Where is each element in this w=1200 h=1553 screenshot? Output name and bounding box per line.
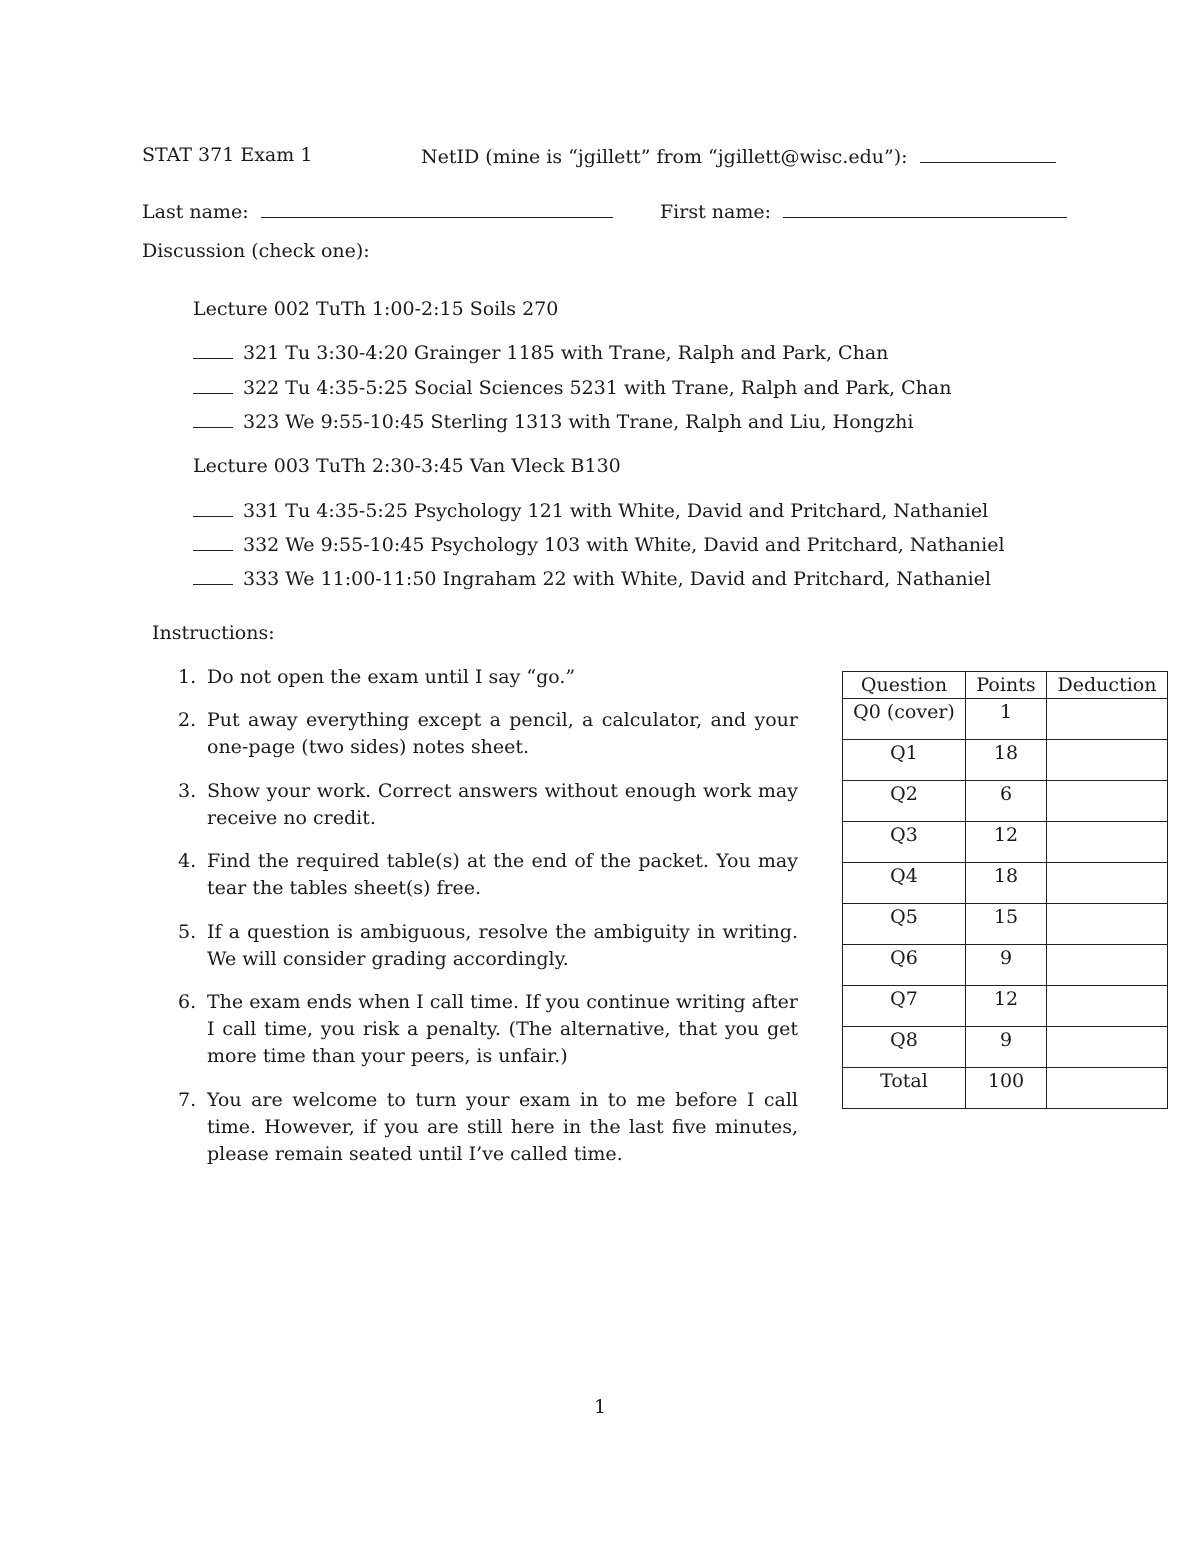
- section-label: 332 We 9:55-10:45 Psychology 103 with White, David and Pritchard, Nathaniel: [243, 534, 1005, 556]
- table-row: [843, 945, 1168, 986]
- points-cell: 18: [966, 863, 1047, 904]
- netid-label: NetID (mine is “jgillett” from “jgillett@wisc.edu”):: [421, 146, 908, 168]
- netid-row: [421, 144, 1056, 168]
- instruction-number: 4.: [178, 850, 197, 872]
- table-header-row: [843, 672, 1168, 699]
- column-header: Points: [966, 672, 1047, 699]
- question-cell: Q8: [843, 1027, 966, 1068]
- check-blank[interactable]: [193, 343, 233, 359]
- last-name-row: [142, 199, 613, 223]
- instruction-item: [178, 707, 798, 761]
- section-option[interactable]: [193, 342, 888, 364]
- score-table: [842, 671, 1168, 1109]
- instruction-text: Show your work. Correct answers without enough work may receive no credit.: [207, 780, 798, 829]
- instruction-number: 3.: [178, 780, 197, 802]
- section-option[interactable]: [193, 500, 988, 522]
- instruction-text: The exam ends when I call time. If you continue writing after I call time, you risk a penalty. (The alternative, that you get more time than your peers, is unfair.): [207, 991, 798, 1067]
- deduction-cell[interactable]: [1047, 781, 1168, 822]
- netid-field[interactable]: [920, 144, 1056, 163]
- question-cell: Q2: [843, 781, 966, 822]
- instruction-item: [178, 848, 798, 902]
- table-row: [843, 781, 1168, 822]
- table-row: [843, 986, 1168, 1027]
- points-cell: 12: [966, 986, 1047, 1027]
- instruction-item: [178, 778, 798, 832]
- deduction-cell[interactable]: [1047, 822, 1168, 863]
- first-name-row: [660, 199, 1067, 223]
- points-cell: 9: [966, 945, 1047, 986]
- instruction-number: 1.: [178, 666, 197, 688]
- instructions-heading: Instructions:: [152, 622, 275, 644]
- deduction-cell[interactable]: [1047, 945, 1168, 986]
- last-name-label: Last name:: [142, 201, 249, 223]
- instruction-number: 6.: [178, 991, 197, 1013]
- deduction-cell[interactable]: [1047, 904, 1168, 945]
- question-cell: Q7: [843, 986, 966, 1027]
- table-row: [843, 904, 1168, 945]
- section-label: 322 Tu 4:35-5:25 Social Sciences 5231 with Trane, Ralph and Park, Chan: [243, 377, 952, 399]
- instruction-item: [178, 1087, 798, 1168]
- question-cell: Total: [843, 1068, 966, 1109]
- table-row: [843, 822, 1168, 863]
- instruction-text: If a question is ambiguous, resolve the ambiguity in writing. We will consider grading accordingly.: [207, 921, 798, 970]
- question-cell: Q1: [843, 740, 966, 781]
- deduction-cell[interactable]: [1047, 863, 1168, 904]
- deduction-cell[interactable]: [1047, 1068, 1168, 1109]
- instruction-text: Put away everything except a pencil, a calculator, and your one-page (two sides) notes sheet.: [207, 709, 798, 758]
- section-label: 333 We 11:00-11:50 Ingraham 22 with White, David and Pritchard, Nathaniel: [243, 568, 991, 590]
- instruction-item: [178, 989, 798, 1070]
- lecture-title: Lecture 002 TuTh 1:00-2:15 Soils 270: [193, 298, 559, 320]
- points-cell: 12: [966, 822, 1047, 863]
- section-option[interactable]: [193, 568, 991, 590]
- table-total-row: [843, 1068, 1168, 1109]
- question-cell: Q6: [843, 945, 966, 986]
- instruction-text: You are welcome to turn your exam in to me before I call time. However, if you are still here in the last five minutes, please remain seated until I’ve called time.: [207, 1089, 798, 1165]
- check-blank[interactable]: [193, 569, 233, 585]
- points-cell: 100: [966, 1068, 1047, 1109]
- deduction-cell[interactable]: [1047, 699, 1168, 740]
- lecture-title: Lecture 003 TuTh 2:30-3:45 Van Vleck B130: [193, 455, 621, 477]
- instruction-item: [178, 919, 798, 973]
- last-name-field[interactable]: [261, 199, 613, 218]
- check-blank[interactable]: [193, 378, 233, 394]
- section-label: 321 Tu 3:30-4:20 Grainger 1185 with Trane, Ralph and Park, Chan: [243, 342, 889, 364]
- points-cell: 6: [966, 781, 1047, 822]
- points-cell: 15: [966, 904, 1047, 945]
- table-row: [843, 699, 1168, 740]
- instruction-number: 2.: [178, 709, 197, 731]
- check-blank[interactable]: [193, 412, 233, 428]
- deduction-cell[interactable]: [1047, 986, 1168, 1027]
- section-label: 323 We 9:55-10:45 Sterling 1313 with Trane, Ralph and Liu, Hongzhi: [243, 411, 914, 433]
- exam-title: STAT 371 Exam 1: [142, 144, 313, 166]
- points-cell: 18: [966, 740, 1047, 781]
- instruction-text: Find the required table(s) at the end of the packet. You may tear the tables sheet(s) free.: [207, 850, 798, 899]
- instruction-text: Do not open the exam until I say “go.”: [207, 666, 576, 688]
- instruction-item: [178, 664, 798, 691]
- instruction-number: 5.: [178, 921, 197, 943]
- check-blank[interactable]: [193, 535, 233, 551]
- deduction-cell[interactable]: [1047, 740, 1168, 781]
- section-option[interactable]: [193, 377, 951, 399]
- section-label: 331 Tu 4:35-5:25 Psychology 121 with White, David and Pritchard, Nathaniel: [243, 500, 989, 522]
- column-header: Deduction: [1047, 672, 1168, 699]
- table-row: [843, 863, 1168, 904]
- instruction-number: 7.: [178, 1089, 197, 1111]
- section-option[interactable]: [193, 534, 1005, 556]
- question-cell: Q5: [843, 904, 966, 945]
- first-name-field[interactable]: [783, 199, 1067, 218]
- discussion-label: Discussion (check one):: [142, 240, 370, 262]
- section-option[interactable]: [193, 411, 913, 433]
- question-cell: Q3: [843, 822, 966, 863]
- question-cell: Q0 (cover): [843, 699, 966, 740]
- points-cell: 1: [966, 699, 1047, 740]
- question-cell: Q4: [843, 863, 966, 904]
- points-cell: 9: [966, 1027, 1047, 1068]
- page-number: 1: [594, 1396, 607, 1418]
- table-row: [843, 740, 1168, 781]
- table-row: [843, 1027, 1168, 1068]
- column-header: Question: [843, 672, 966, 699]
- first-name-label: First name:: [660, 201, 771, 223]
- check-blank[interactable]: [193, 501, 233, 517]
- deduction-cell[interactable]: [1047, 1027, 1168, 1068]
